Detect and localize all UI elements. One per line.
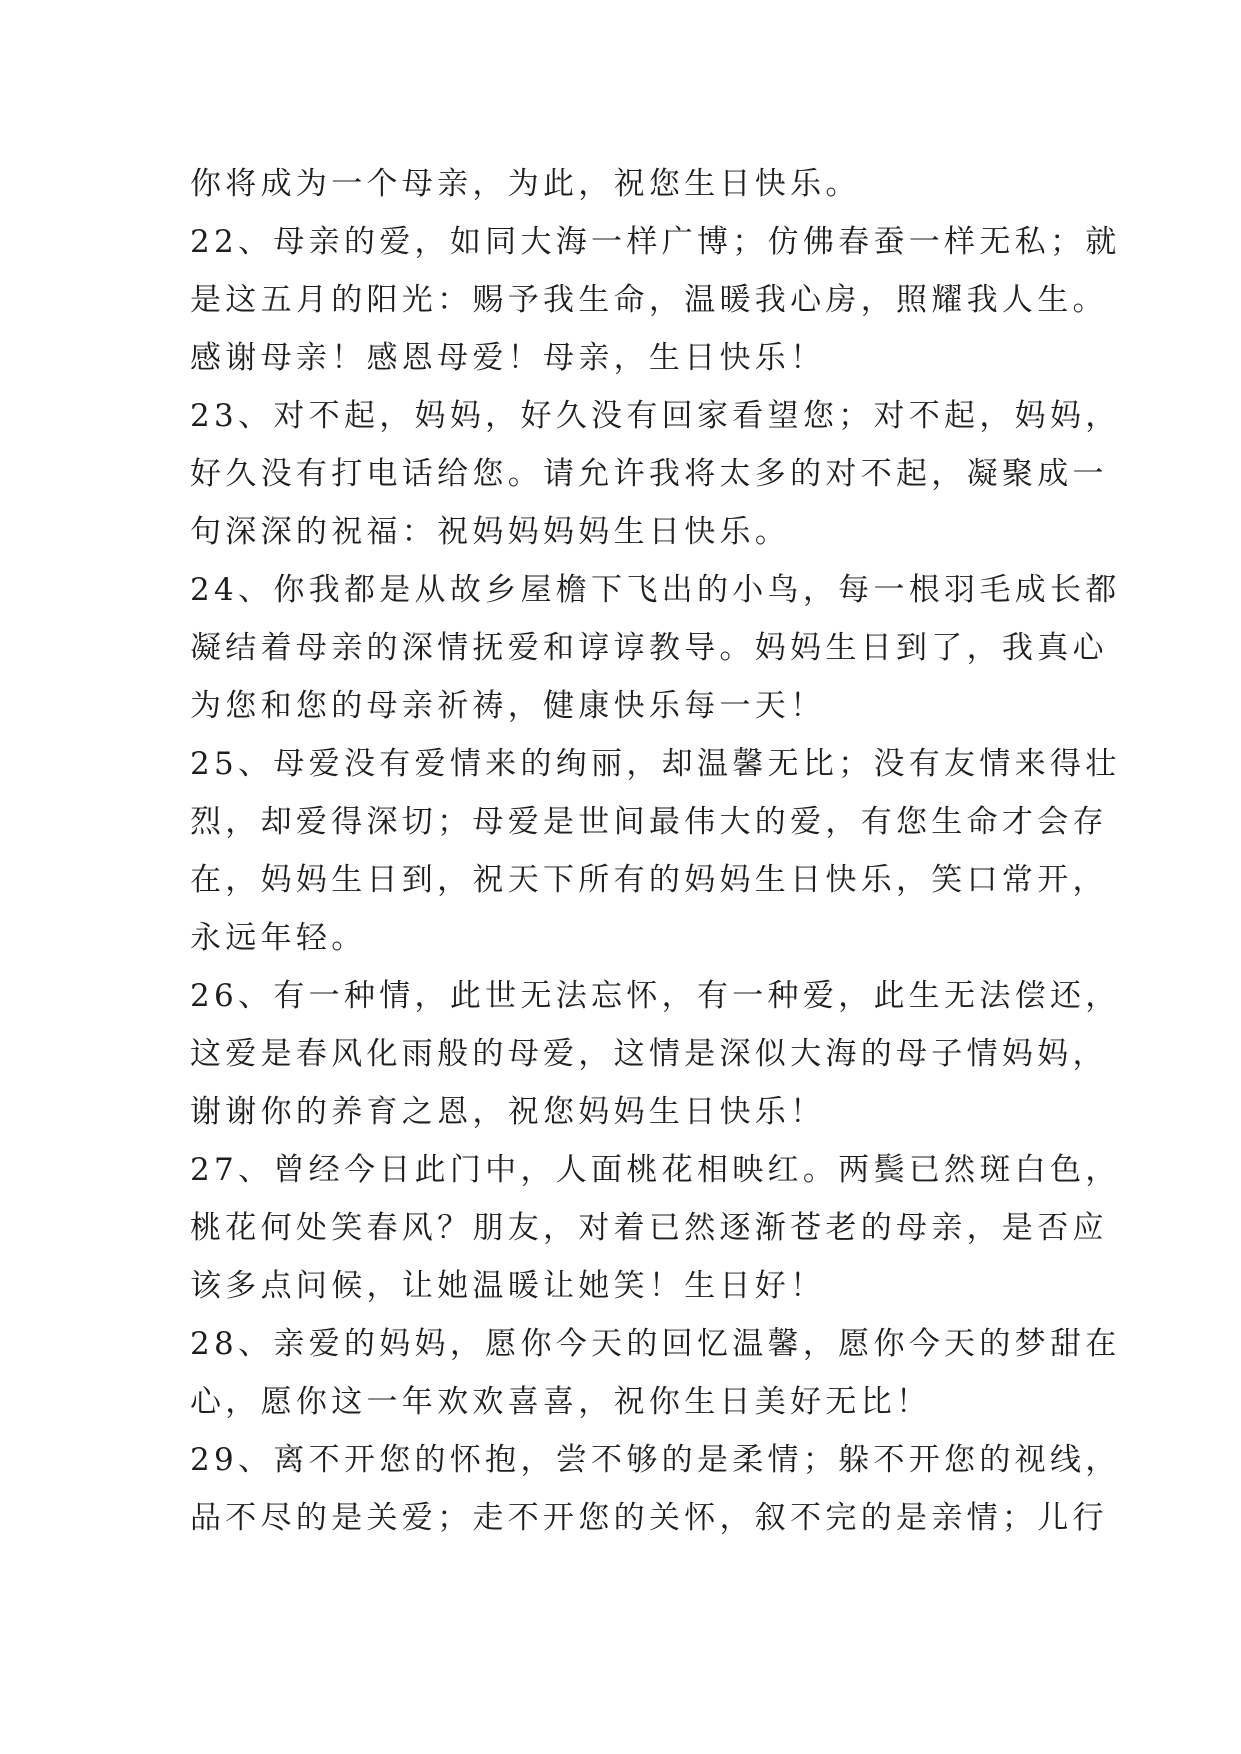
text-line: 品不尽的是关爱；走不开您的关怀，叙不完的是亲情；儿行 bbox=[190, 1500, 1108, 1536]
text-line: 好久没有打电话给您。请允许我将太多的对不起，凝聚成一 bbox=[190, 456, 1108, 492]
text-line: 该多点问候，让她温暖让她笑！生日好！ bbox=[190, 1268, 826, 1304]
text-line: 烈，却爱得深切；母爱是世间最伟大的爱，有您生命才会存 bbox=[190, 804, 1108, 840]
text-line: 25、母爱没有爱情来的绚丽，却温馨无比；没有友情来得壮 bbox=[190, 746, 1121, 782]
text-line: 为您和您的母亲祈祷，健康快乐每一天！ bbox=[190, 688, 826, 724]
text-line: 心，愿你这一年欢欢喜喜，祝你生日美好无比！ bbox=[190, 1384, 932, 1420]
text-line: 27、曾经今日此门中，人面桃花相映红。两鬓已然斑白色， bbox=[190, 1152, 1121, 1188]
text-line: 桃花何处笑春风？朋友，对着已然逐渐苍老的母亲，是否应 bbox=[190, 1210, 1108, 1246]
text-line: 29、离不开您的怀抱，尝不够的是柔情；躲不开您的视线， bbox=[190, 1442, 1121, 1478]
text-line: 28、亲爱的妈妈，愿你今天的回忆温馨，愿你今天的梦甜在 bbox=[190, 1326, 1121, 1362]
text-line: 24、你我都是从故乡屋檐下飞出的小鸟，每一根羽毛成长都 bbox=[190, 572, 1121, 608]
text-line: 永远年轻。 bbox=[190, 920, 367, 956]
text-line: 在，妈妈生日到，祝天下所有的妈妈生日快乐，笑口常开， bbox=[190, 862, 1108, 898]
text-line: 是这五月的阳光：赐予我生命，温暖我心房，照耀我人生。 bbox=[190, 282, 1108, 318]
text-line: 你将成为一个母亲，为此，祝您生日快乐。 bbox=[190, 166, 861, 202]
text-line: 感谢母亲！感恩母爱！母亲，生日快乐！ bbox=[190, 340, 826, 376]
text-line: 23、对不起，妈妈，好久没有回家看望您；对不起，妈妈， bbox=[190, 398, 1121, 434]
text-line: 凝结着母亲的深情抚爱和谆谆教导。妈妈生日到了，我真心 bbox=[190, 630, 1108, 666]
text-line: 22、母亲的爱，如同大海一样广博；仿佛春蚕一样无私；就 bbox=[190, 224, 1121, 260]
text-line: 26、有一种情，此世无法忘怀，有一种爱，此生无法偿还， bbox=[190, 978, 1121, 1014]
text-line: 这爱是春风化雨般的母爱，这情是深似大海的母子情妈妈， bbox=[190, 1036, 1108, 1072]
text-line: 谢谢你的养育之恩，祝您妈妈生日快乐！ bbox=[190, 1094, 826, 1130]
text-line: 句深深的祝福：祝妈妈妈妈生日快乐。 bbox=[190, 514, 791, 550]
